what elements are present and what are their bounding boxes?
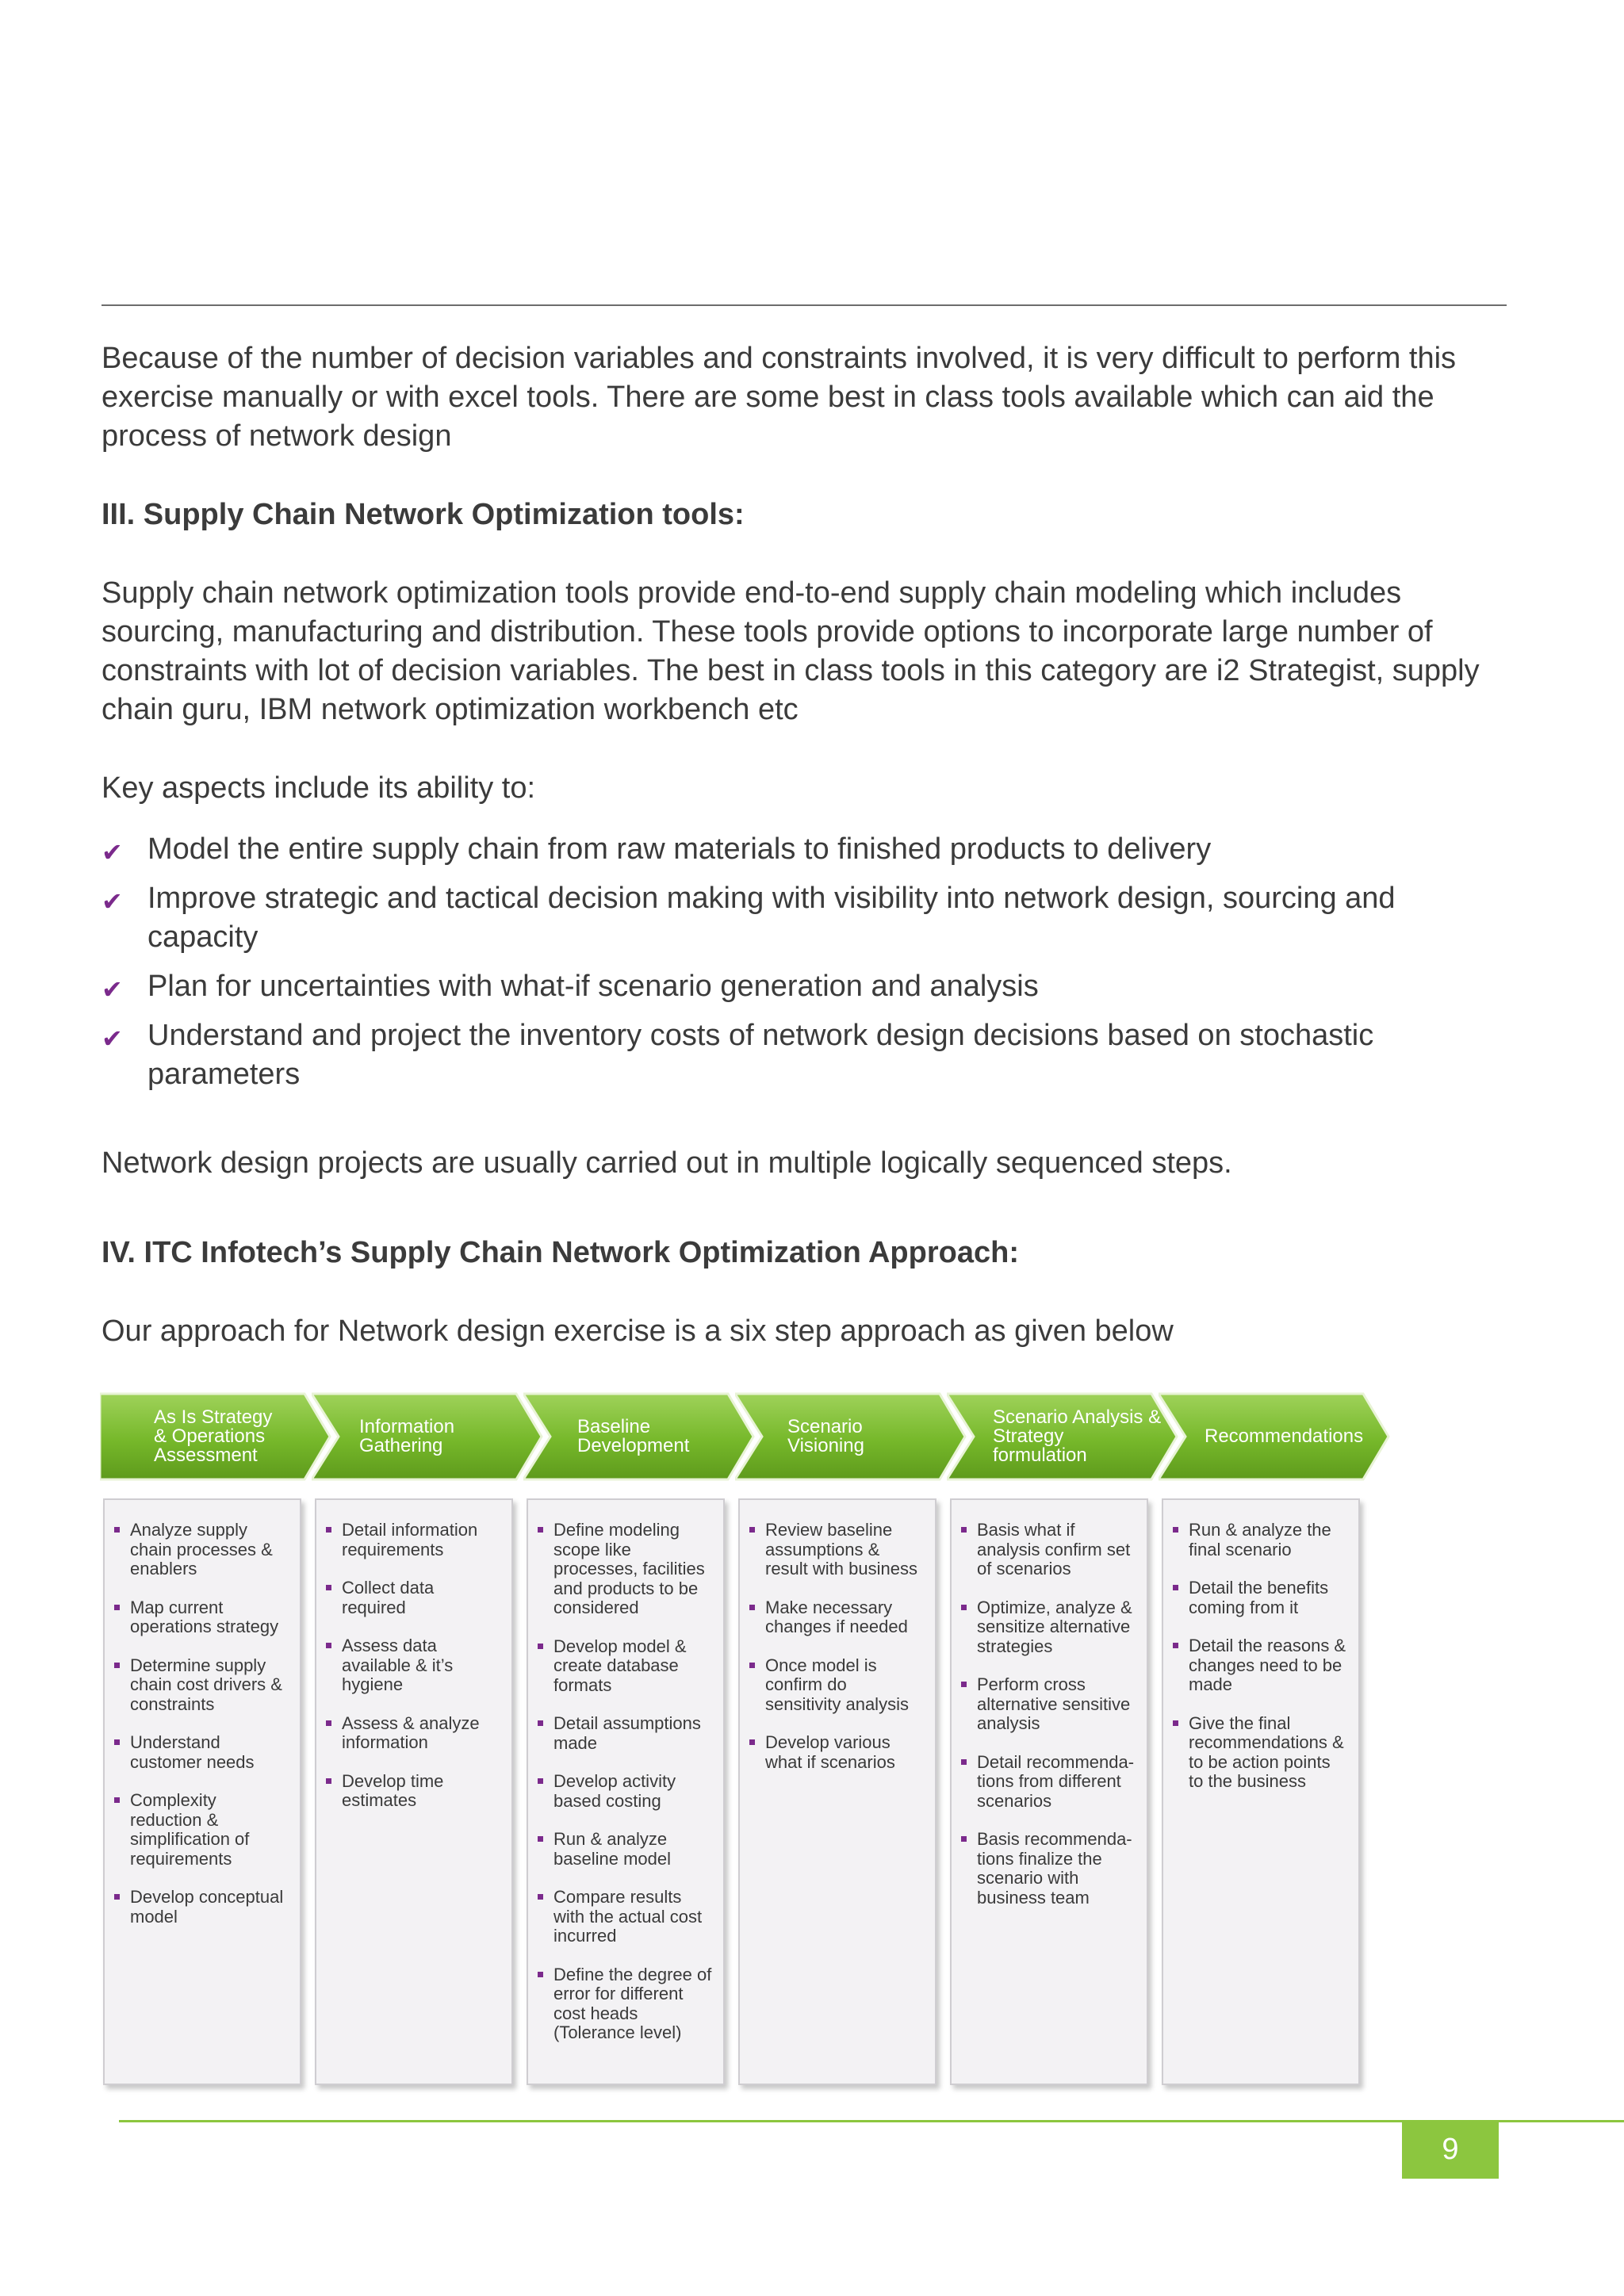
square-bullet-icon: [961, 1682, 967, 1687]
list-item: [536, 1888, 717, 1946]
square-bullet-icon: [326, 1778, 331, 1784]
step-item-text: Define the degree of error for different cost heads (Tolerance level): [553, 1964, 712, 2042]
list-item: ✔ Model the entire supply chain from raw materials to finished products to delivery: [102, 830, 1513, 869]
square-bullet-icon: [749, 1739, 755, 1745]
list-item: [113, 1733, 293, 1772]
square-bullet-icon: [749, 1527, 755, 1533]
square-bullet-icon: [1173, 1643, 1178, 1648]
square-bullet-icon: [961, 1527, 967, 1533]
step-chevron: [523, 1392, 755, 1481]
step-item-text: Detail the reasons & changes need to be made: [1189, 1636, 1346, 1694]
step-item-text: Run & analyze baseline model: [553, 1829, 671, 1869]
list-item: ✔ Improve strategic and tactical decision making with visibility into network design, sourcing and capacity: [102, 882, 1396, 954]
step-item-text: Detail information requirements: [342, 1520, 478, 1559]
step-item-text: Optimize, analyze & sensitize alternative strategies: [977, 1597, 1132, 1656]
footer-divider: [119, 2120, 1624, 2122]
step-label: Scenario Analysis & Strategy formulation: [993, 1406, 1162, 1466]
square-bullet-icon: [538, 1972, 543, 1977]
step-item-text: Define modeling scope like processes, facilities and products to be considered: [553, 1520, 705, 1617]
key-aspects-list: [102, 830, 1513, 1094]
step-card: [527, 1498, 725, 2085]
page-number: 9: [1402, 2120, 1499, 2179]
square-bullet-icon: [114, 1894, 120, 1900]
square-bullet-icon: [961, 1836, 967, 1842]
step-item-text: Develop activity based costing: [553, 1771, 676, 1811]
step-item-text: Run & analyze the final scenario: [1189, 1520, 1331, 1559]
list-item: [1171, 1714, 1352, 1792]
step-item-text: Develop conceptual model: [130, 1887, 284, 1927]
step-item-text: Basis what if analysis confirm set of scenarios: [977, 1520, 1131, 1578]
list-item: [1171, 1636, 1352, 1695]
list-item: [1171, 1521, 1352, 1559]
square-bullet-icon: [749, 1663, 755, 1668]
step-card: [1162, 1498, 1360, 2085]
square-bullet-icon: [326, 1585, 331, 1590]
list-item: [1171, 1578, 1352, 1617]
step-item-text: Understand customer needs: [130, 1732, 255, 1772]
section-3-body: Supply chain network optimization tools provide end-to-end supply chain modeling which includes sourcing, manufacturing and distribution. These tools provide options to incorporate large number of constraints with lot of decision variables. The best in class tools in this category are i2 Strategist, supply chain guru, IBM network optimization workbench etc: [102, 576, 1480, 726]
list-item: [113, 1791, 293, 1869]
list-item: [113, 1521, 293, 1579]
step-item-text: Make necessary changes if needed: [765, 1597, 908, 1636]
step-card: [950, 1498, 1148, 2085]
list-item: [113, 1888, 293, 1927]
step-item-text: Give the final recommendations & to be action points to the business: [1189, 1712, 1344, 1791]
step-item-text: Develop various what if scenarios: [765, 1732, 895, 1772]
square-bullet-icon: [114, 1663, 120, 1668]
square-bullet-icon: [1173, 1585, 1178, 1590]
list-item: [324, 1521, 505, 1559]
square-bullet-icon: [114, 1797, 120, 1803]
square-bullet-icon: [961, 1759, 967, 1765]
step-item-text: Develop time estimates: [342, 1770, 444, 1810]
square-bullet-icon: [114, 1605, 120, 1610]
step-item-text: Develop model & create database formats: [553, 1636, 687, 1695]
step-item-text: Once model is confirm do sensitivity analysis: [765, 1655, 909, 1714]
square-bullet-icon: [538, 1527, 543, 1533]
step-chevron: [312, 1392, 543, 1481]
checkmark-icon: ✔: [102, 887, 123, 916]
square-bullet-icon: [961, 1605, 967, 1610]
square-bullet-icon: [749, 1605, 755, 1610]
step-item-text: Review baseline assumptions & result with business: [765, 1520, 917, 1578]
square-bullet-icon: [326, 1720, 331, 1726]
list-item: [536, 1772, 717, 1811]
square-bullet-icon: [326, 1527, 331, 1533]
square-bullet-icon: [1173, 1527, 1178, 1533]
list-item: [324, 1636, 505, 1695]
step-item-text: Collect data required: [342, 1578, 435, 1617]
step-chevron: [735, 1392, 967, 1481]
step-item-text: Map current operations strategy: [130, 1597, 279, 1636]
step-card: [315, 1498, 513, 2085]
square-bullet-icon: [326, 1643, 331, 1648]
square-bullet-icon: [114, 1739, 120, 1745]
step-item-text: Assess data available & it’s hygiene: [342, 1636, 454, 1694]
step-chevron: [1159, 1392, 1390, 1481]
page-content: [102, 339, 1513, 1351]
step-card: [103, 1498, 301, 2085]
list-item: [959, 1753, 1140, 1812]
step-item-text: Detail recommenda- tions from different scenarios: [977, 1751, 1135, 1811]
square-bullet-icon: [538, 1644, 543, 1649]
step-chevron: [100, 1392, 331, 1481]
list-item: [959, 1830, 1140, 1908]
list-item: [536, 1830, 717, 1869]
intro-paragraph: Because of the number of decision variables and constraints involved, it is very difficult to perform this exercise manually or with excel tools. There are some best in class tools available which can aid the process of network design: [102, 342, 1457, 453]
step-label: Recommendations: [1205, 1425, 1364, 1447]
step-chevron: [947, 1392, 1178, 1481]
list-item: [748, 1598, 929, 1637]
square-bullet-icon: [538, 1778, 543, 1784]
step-item-text: Determine supply chain cost drivers & constraints: [130, 1655, 282, 1714]
process-flow: [100, 1392, 1377, 1481]
list-item: [959, 1675, 1140, 1734]
checkmark-icon: ✔: [102, 838, 123, 867]
step-item-text: Detail the benefits coming from it: [1189, 1578, 1329, 1617]
list-item: [748, 1733, 929, 1772]
step-label: Information Gathering: [359, 1416, 455, 1456]
step-item-text: Perform cross alternative sensitive analysis: [977, 1674, 1131, 1733]
list-item: [324, 1578, 505, 1617]
section-3-heading: III. Supply Chain Network Optimization tools:: [102, 498, 745, 531]
list-item: [536, 1965, 717, 2043]
checkmark-icon: ✔: [102, 1024, 123, 1053]
square-bullet-icon: [538, 1836, 543, 1842]
section-4-body: Our approach for Network design exercise is a six step approach as given below: [102, 1314, 1174, 1348]
square-bullet-icon: [114, 1527, 120, 1533]
list-item: [748, 1656, 929, 1715]
list-item: [959, 1598, 1140, 1657]
step-item-text: Assess & analyze information: [342, 1712, 480, 1752]
step-card: [738, 1498, 936, 2085]
step-item-text: Detail assumptions made: [553, 1713, 701, 1753]
list-item: [113, 1598, 293, 1637]
list-item: [113, 1656, 293, 1715]
step-item-text: Complexity reduction & simplification of requirements: [130, 1790, 250, 1869]
step-label: As Is Strategy & Operations Assessment: [154, 1406, 273, 1466]
steps-closing: Network design projects are usually carried out in multiple logically sequenced steps.: [102, 1146, 1232, 1180]
list-item: [536, 1637, 717, 1696]
list-item: [536, 1714, 717, 1753]
list-item: [536, 1521, 717, 1618]
step-label: Scenario Visioning: [787, 1416, 864, 1456]
list-item: [324, 1772, 505, 1811]
top-divider: [102, 304, 1507, 306]
section-4-heading: IV. ITC Infotech’s Supply Chain Network Optimization Approach:: [102, 1236, 1019, 1269]
square-bullet-icon: [538, 1894, 543, 1900]
step-item-text: Analyze supply chain processes & enablers: [130, 1520, 273, 1578]
list-item: [959, 1521, 1140, 1579]
key-aspects-intro: Key aspects include its ability to:: [102, 771, 536, 805]
square-bullet-icon: [538, 1720, 543, 1726]
list-item: [748, 1521, 929, 1579]
step-label: Baseline Development: [577, 1416, 690, 1456]
checkmark-icon: ✔: [102, 975, 123, 1004]
list-item: ✔ Understand and project the inventory costs of network design decisions based on stochastic parameters: [102, 1019, 1374, 1091]
list-item: [324, 1714, 505, 1753]
step-item-text: Compare results with the actual cost incurred: [553, 1887, 703, 1946]
step-item-text: Basis recommenda- tions finalize the scenario with business team: [977, 1829, 1132, 1908]
square-bullet-icon: [1173, 1720, 1178, 1726]
list-item: ✔ Plan for uncertainties with what-if scenario generation and analysis: [102, 967, 1513, 1006]
